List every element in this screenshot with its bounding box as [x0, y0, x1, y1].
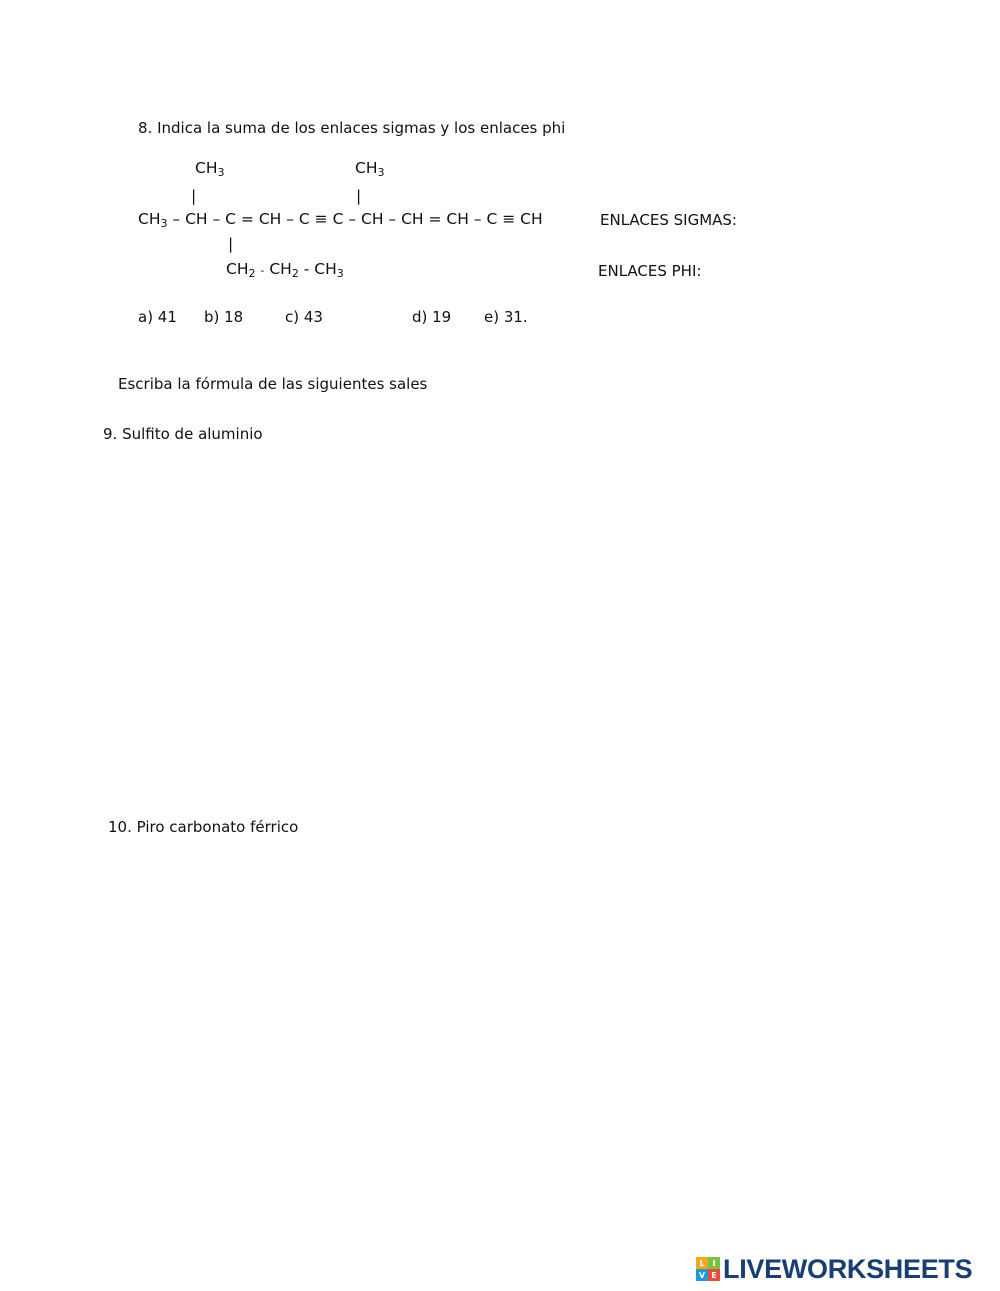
option-d[interactable]: d) 19 [412, 308, 452, 326]
bond-bar-right: | [356, 187, 362, 205]
methyl-group-right: $CH_3$ [355, 159, 385, 179]
question-8-prompt: 8. Indica la suma de los enlaces sigmas y los enlaces phi [138, 119, 566, 137]
option-e[interactable]: e) 31. [484, 308, 528, 326]
liveworksheets-logo [696, 1254, 972, 1284]
methyl-group-left: $CH_3$ [195, 159, 225, 179]
question-9-label: 9. Sulfito de aluminio [103, 425, 263, 443]
bond-bar-left: | [191, 187, 197, 205]
option-b[interactable]: b) 18 [204, 308, 244, 326]
mark-letter: I [708, 1257, 720, 1269]
option-a[interactable]: a) 41 [138, 308, 177, 326]
pi-bonds-label: ENLACES PHI: [598, 262, 702, 280]
question-10-label: 10. Piro carbonato férrico [108, 818, 299, 836]
sigma-bonds-label: ENLACES SIGMAS: [600, 211, 737, 229]
option-c[interactable]: c) 43 [285, 308, 323, 326]
main-chain: $CH_3$ – CH – C = CH – C ≡ C – CH – CH = CH – C ≡ CH [138, 210, 543, 230]
propyl-branch: $CH_2 - CH_2 - CH_3$ [226, 260, 344, 280]
mark-letter: V [696, 1269, 708, 1281]
bond-bar-branch: | [228, 235, 234, 253]
liveworksheets-mark-icon [696, 1257, 720, 1281]
section-instruction: Escriba la fórmula de las siguientes sales [118, 375, 428, 393]
mark-letter: E [708, 1269, 720, 1281]
liveworksheets-wordmark: LIVEWORKSHEETS [723, 1254, 973, 1284]
mark-letter: L [696, 1257, 708, 1269]
